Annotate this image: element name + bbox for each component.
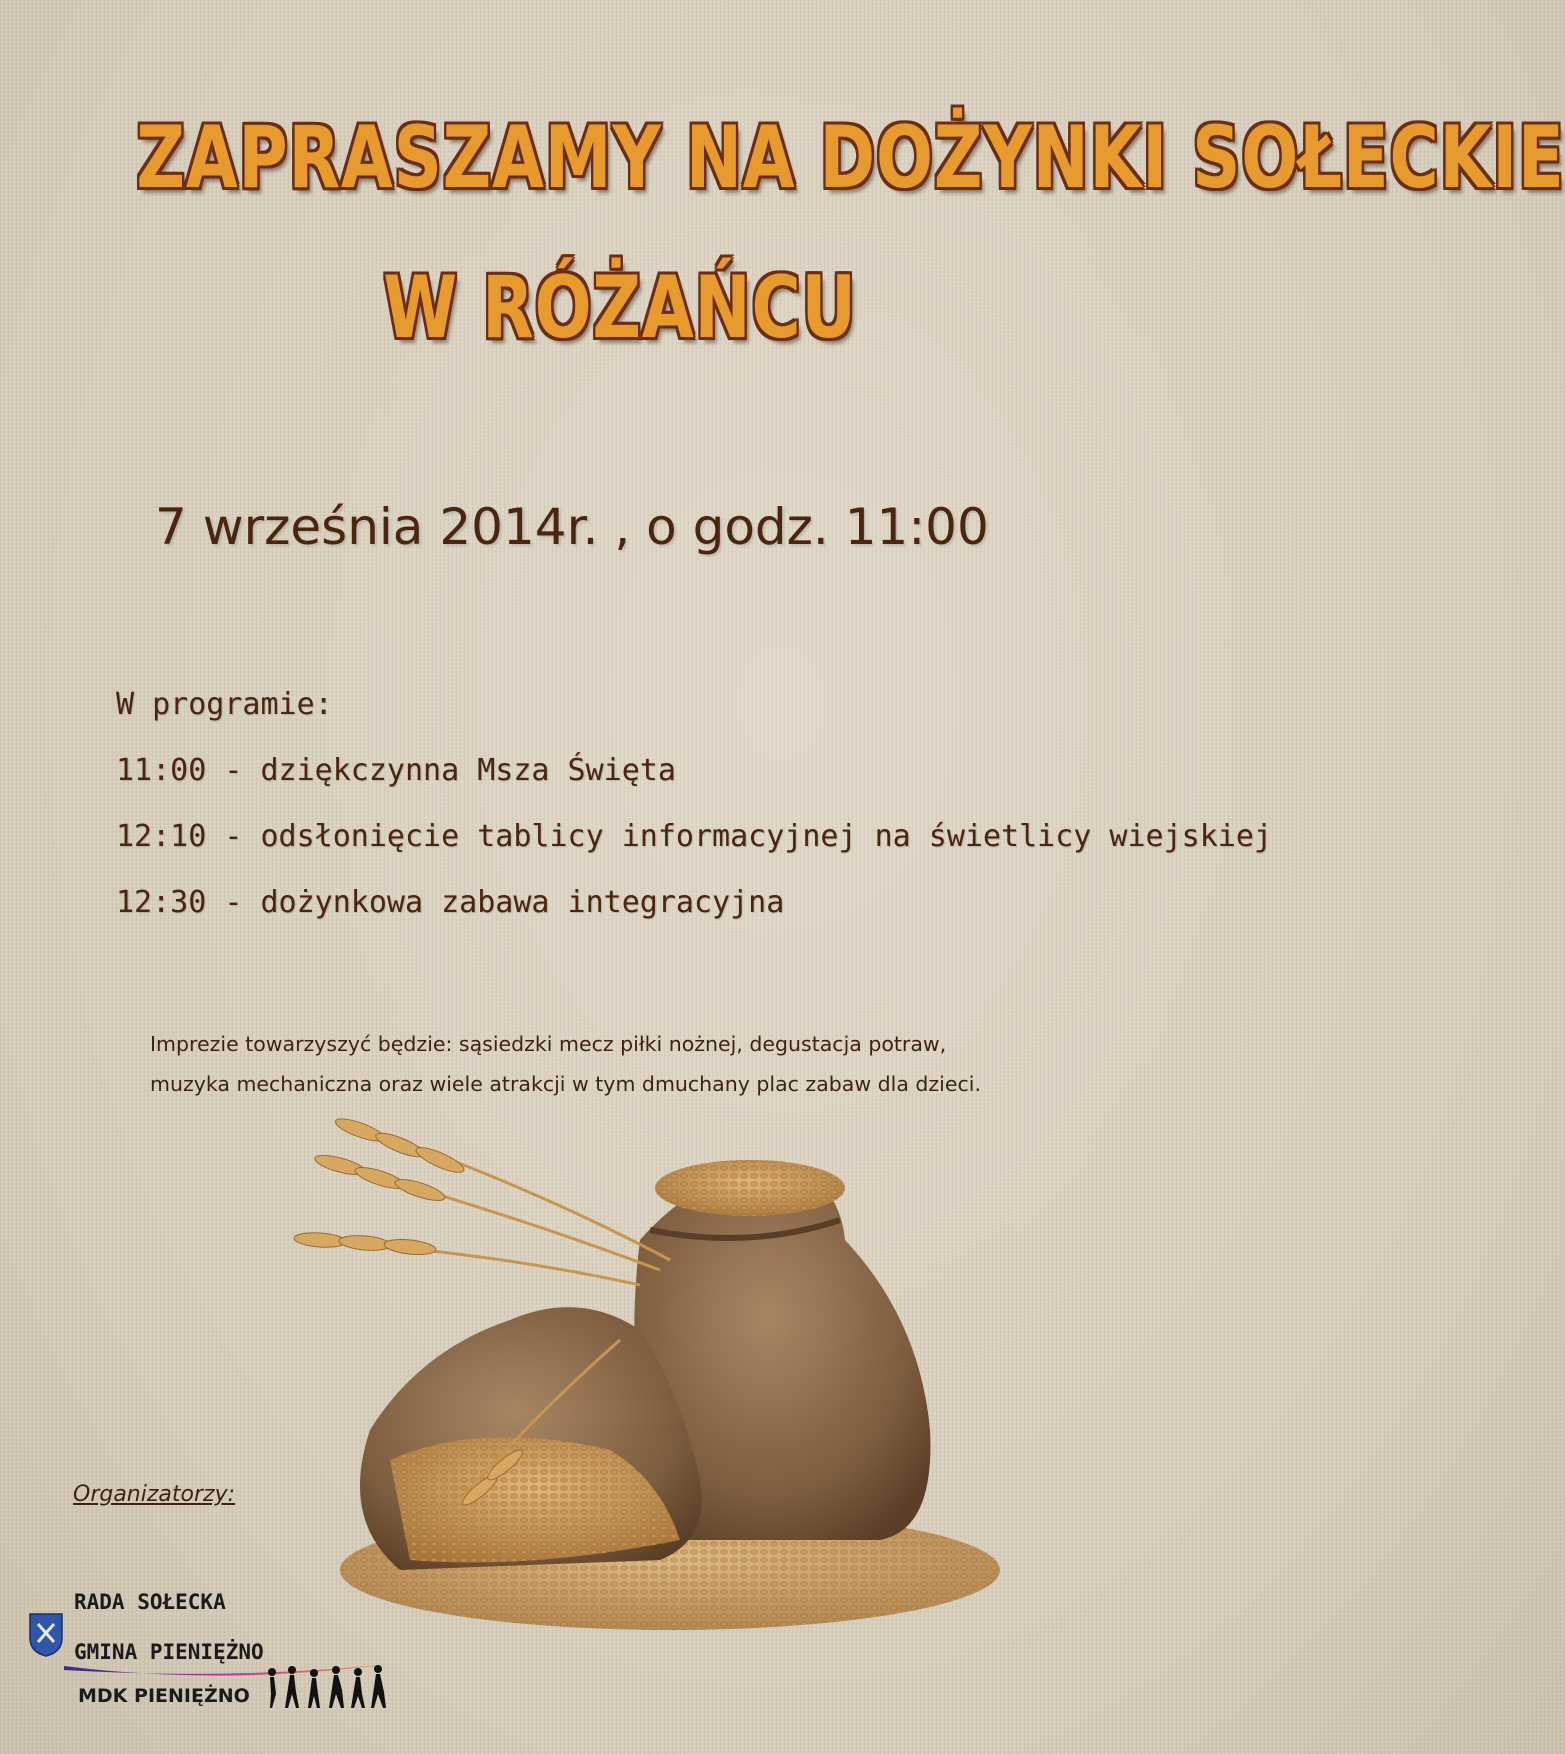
poster-title-line-2: W RÓŻAŃCU: [383, 258, 857, 358]
wheat-sacks-illustration: [280, 1100, 1080, 1660]
organizer-gmina: GMINA PIENIĘŻNO: [74, 1640, 264, 1664]
event-date: 7 września 2014r. , o godz. 11:00: [155, 498, 989, 556]
program-heading: W programie:: [116, 687, 333, 722]
program-item: 12:30 - dożynkowa zabawa integracyjna: [116, 885, 785, 920]
organizers-heading: Organizatorzy:: [73, 1482, 236, 1507]
municipal-crest-icon: [28, 1612, 64, 1658]
program-section: [116, 672, 1272, 936]
program-item: 12:10 - odsłonięcie tablicy informacyjnej na świetlicy wiejskiej: [116, 819, 1272, 854]
extra-line: Imprezie towarzyszyć będzie: sąsiedzki mecz piłki nożnej, degustacja potraw,: [150, 1032, 947, 1056]
organizer-mdk: MDK PIENIĘŻNO: [78, 1685, 250, 1707]
extra-line: muzyka mechaniczna oraz wiele atrakcji w tym dmuchany plac zabaw dla dzieci.: [150, 1072, 981, 1096]
extra-attractions: [150, 1024, 1130, 1104]
dancers-silhouette-icon: [262, 1664, 390, 1710]
organizer-rada-solecka: RADA SOŁECKA: [74, 1590, 226, 1614]
poster-title-line-1: ZAPRASZAMY NA DOŻYNKI SOŁECKIE: [136, 108, 1565, 208]
program-item: 11:00 - dziękczynna Msza Święta: [116, 753, 676, 788]
